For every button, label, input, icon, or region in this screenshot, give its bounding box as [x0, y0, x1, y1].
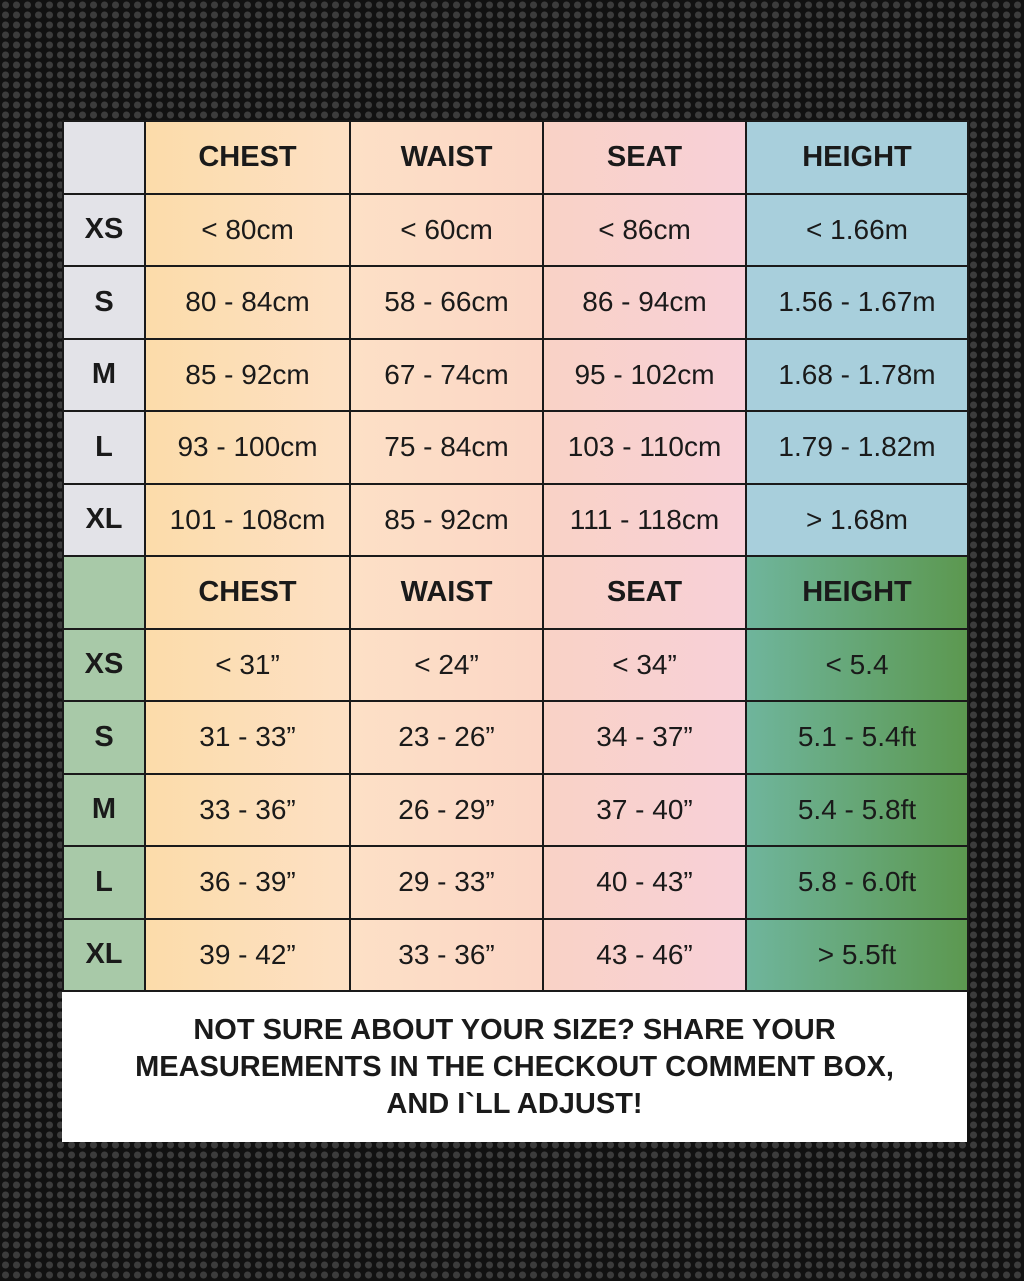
seat-value: 111 - 118cm: [543, 484, 746, 557]
height-value: 5.8 - 6.0ft: [746, 846, 968, 919]
imperial-row-s: [63, 701, 968, 774]
size-label: S: [63, 266, 145, 339]
waist-value: 23 - 26”: [350, 701, 543, 774]
height-value: 5.1 - 5.4ft: [746, 701, 968, 774]
seat-value: < 34”: [543, 629, 746, 702]
imperial-row-m: [63, 774, 968, 847]
imperial-header-chest: CHEST: [145, 556, 350, 629]
height-value: > 1.68m: [746, 484, 968, 557]
seat-value: 34 - 37”: [543, 701, 746, 774]
metric-row-m: [63, 339, 968, 412]
imperial-header-seat: SEAT: [543, 556, 746, 629]
size-table: [62, 120, 969, 992]
size-note-box: [62, 992, 967, 1142]
chest-value: < 31”: [145, 629, 350, 702]
size-chart: [62, 120, 967, 1142]
height-value: < 5.4: [746, 629, 968, 702]
metric-header-seat: SEAT: [543, 121, 746, 194]
seat-value: 86 - 94cm: [543, 266, 746, 339]
imperial-header-waist: WAIST: [350, 556, 543, 629]
seat-value: 37 - 40”: [543, 774, 746, 847]
size-label: XS: [63, 194, 145, 267]
waist-value: 58 - 66cm: [350, 266, 543, 339]
size-label: S: [63, 701, 145, 774]
size-label: XL: [63, 919, 145, 992]
height-value: 5.4 - 5.8ft: [746, 774, 968, 847]
chest-value: 85 - 92cm: [145, 339, 350, 412]
seat-value: 43 - 46”: [543, 919, 746, 992]
height-value: < 1.66m: [746, 194, 968, 267]
chest-value: 33 - 36”: [145, 774, 350, 847]
waist-value: 33 - 36”: [350, 919, 543, 992]
chest-value: 36 - 39”: [145, 846, 350, 919]
imperial-row-l: [63, 846, 968, 919]
size-label: L: [63, 846, 145, 919]
size-label: M: [63, 774, 145, 847]
height-value: 1.79 - 1.82m: [746, 411, 968, 484]
imperial-header-row: [63, 556, 968, 629]
chest-value: < 80cm: [145, 194, 350, 267]
metric-header-corner: [63, 121, 145, 194]
waist-value: 85 - 92cm: [350, 484, 543, 557]
imperial-row-xl: [63, 919, 968, 992]
seat-value: < 86cm: [543, 194, 746, 267]
size-note-text: NOT SURE ABOUT YOUR SIZE? SHARE YOUR MEASUREMENTS IN THE CHECKOUT COMMENT BOX, AND I`LL ADJUST!: [135, 1013, 894, 1120]
chest-value: 101 - 108cm: [145, 484, 350, 557]
metric-header-chest: CHEST: [145, 121, 350, 194]
height-value: 1.56 - 1.67m: [746, 266, 968, 339]
imperial-header-corner: [63, 556, 145, 629]
size-label: L: [63, 411, 145, 484]
chest-value: 31 - 33”: [145, 701, 350, 774]
metric-header-height: HEIGHT: [746, 121, 968, 194]
size-label: XS: [63, 629, 145, 702]
metric-row-xs: [63, 194, 968, 267]
height-value: 1.68 - 1.78m: [746, 339, 968, 412]
seat-value: 40 - 43”: [543, 846, 746, 919]
metric-row-s: [63, 266, 968, 339]
waist-value: 29 - 33”: [350, 846, 543, 919]
waist-value: < 24”: [350, 629, 543, 702]
chest-value: 39 - 42”: [145, 919, 350, 992]
chest-value: 93 - 100cm: [145, 411, 350, 484]
metric-row-l: [63, 411, 968, 484]
waist-value: < 60cm: [350, 194, 543, 267]
waist-value: 67 - 74cm: [350, 339, 543, 412]
size-label: XL: [63, 484, 145, 557]
metric-header-row: [63, 121, 968, 194]
imperial-header-height: HEIGHT: [746, 556, 968, 629]
size-label: M: [63, 339, 145, 412]
height-value: > 5.5ft: [746, 919, 968, 992]
seat-value: 103 - 110cm: [543, 411, 746, 484]
waist-value: 26 - 29”: [350, 774, 543, 847]
metric-row-xl: [63, 484, 968, 557]
metric-header-waist: WAIST: [350, 121, 543, 194]
waist-value: 75 - 84cm: [350, 411, 543, 484]
seat-value: 95 - 102cm: [543, 339, 746, 412]
imperial-row-xs: [63, 629, 968, 702]
chest-value: 80 - 84cm: [145, 266, 350, 339]
